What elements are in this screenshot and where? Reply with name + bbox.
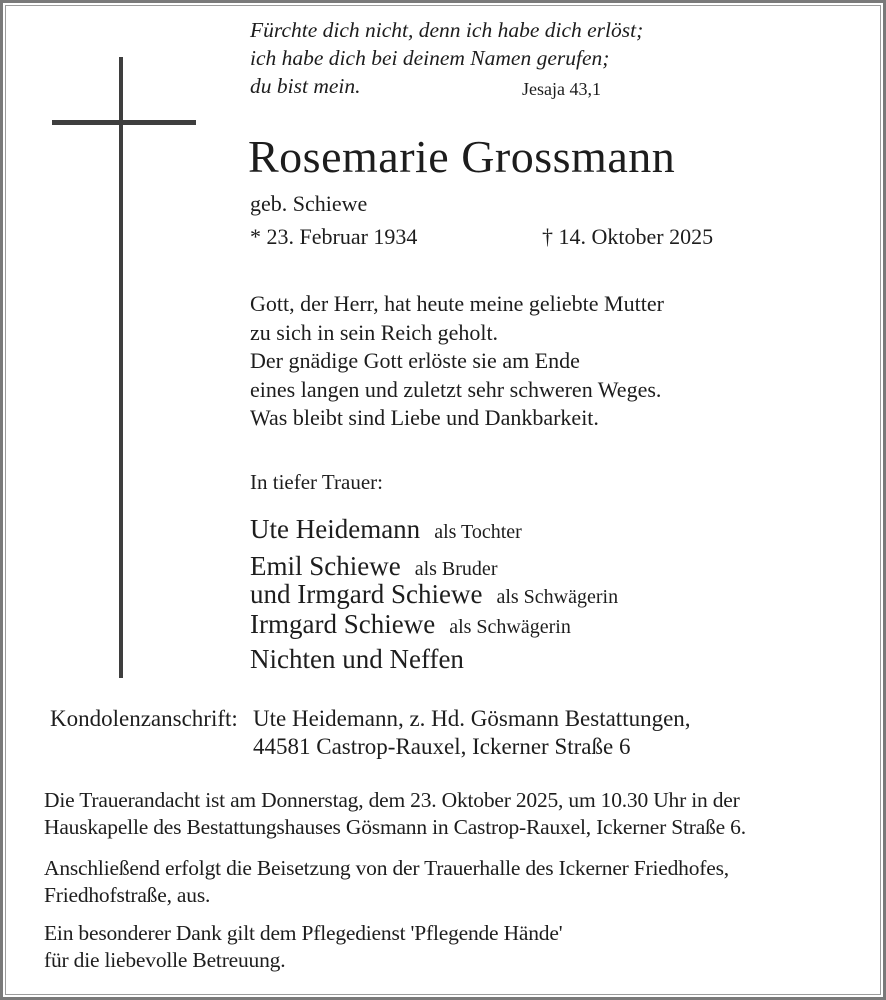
- condolence-address: [253, 705, 691, 761]
- mourner-entry: [250, 609, 571, 640]
- service-paragraph-dank: [44, 920, 562, 973]
- condolence-address-line: Ute Heidemann, z. Hd. Gösmann Bestattungen,: [253, 706, 691, 731]
- quote-attribution: Jesaja 43,1: [522, 79, 601, 99]
- condolence-address-line: 44581 Castrop-Rauxel, Ickerner Straße 6: [253, 734, 631, 759]
- condolence-label: Kondolenzanschrift:: [50, 706, 238, 731]
- mourner-relation: als Bruder: [414, 558, 498, 580]
- service-paragraph-line: für die liebevolle Betreuung.: [44, 947, 286, 972]
- obituary-text-line: Der gnädige Gott erlöste sie am Ende: [250, 348, 580, 373]
- quote-line: du bist mein.: [250, 74, 361, 98]
- obituary-text-line: Was bleibt sind Liebe und Dankbarkeit.: [250, 405, 599, 430]
- service-paragraph-line: Ein besonderer Dank gilt dem Pflegedienst 'Pflegende Hände': [44, 921, 563, 945]
- obituary-text-line: zu sich in sein Reich geholt.: [250, 319, 499, 345]
- mourner-entry: [250, 644, 478, 675]
- mourner-relation: als Tochter: [434, 521, 522, 543]
- mourner-name: Ute Heidemann: [250, 514, 421, 544]
- mourning-intro: In tiefer Trauer:: [250, 470, 383, 494]
- birth-date: * 23. Februar 1934: [250, 224, 418, 249]
- mourner-name: Nichten und Neffen: [250, 644, 464, 674]
- cross-vertical-bar: [119, 57, 123, 678]
- service-paragraph-line: Hauskapelle des Bestattungshauses Gösmann in Castrop-Rauxel, Ickerner Straße 6.: [44, 814, 746, 839]
- obituary-text-line: Gott, der Herr, hat heute meine geliebte Mutter: [250, 291, 664, 316]
- mourner-relation: als Schwägerin: [496, 586, 619, 608]
- life-dates: [250, 224, 770, 250]
- mourner-entry: [250, 551, 497, 582]
- service-paragraph-trauerandacht: [44, 787, 746, 840]
- cross-horizontal-bar: [52, 120, 196, 125]
- birth-name: geb. Schiewe: [250, 191, 368, 216]
- mourner-entry: [250, 579, 618, 610]
- service-paragraph-line: Die Trauerandacht ist am Donnerstag, dem 23. Oktober 2025, um 10.30 Uhr in der: [44, 788, 740, 812]
- mourner-name: und Irmgard Schiewe: [250, 579, 483, 609]
- mourner-entry: [250, 514, 522, 545]
- obituary-text: [250, 290, 664, 433]
- death-date: † 14. Oktober 2025: [542, 224, 714, 249]
- quote-line: ich habe dich bei deinem Namen gerufen;: [250, 46, 610, 70]
- mourner-name: Irmgard Schiewe: [250, 609, 436, 639]
- service-paragraph-line: Anschließend erfolgt die Beisetzung von der Trauerhalle des Ickerner Friedhofes,: [44, 856, 729, 880]
- service-paragraph-line: Friedhofstraße, aus.: [44, 882, 211, 907]
- quote-line: Fürchte dich nicht, denn ich habe dich erlöst;: [250, 18, 644, 42]
- mourner-name: Emil Schiewe: [250, 551, 401, 581]
- obituary-text-line: eines langen und zuletzt sehr schweren Weges.: [250, 376, 662, 402]
- service-paragraph-beisetzung: [44, 855, 729, 908]
- deceased-name: Rosemarie Grossmann: [248, 131, 676, 182]
- mourner-relation: als Schwägerin: [449, 616, 571, 638]
